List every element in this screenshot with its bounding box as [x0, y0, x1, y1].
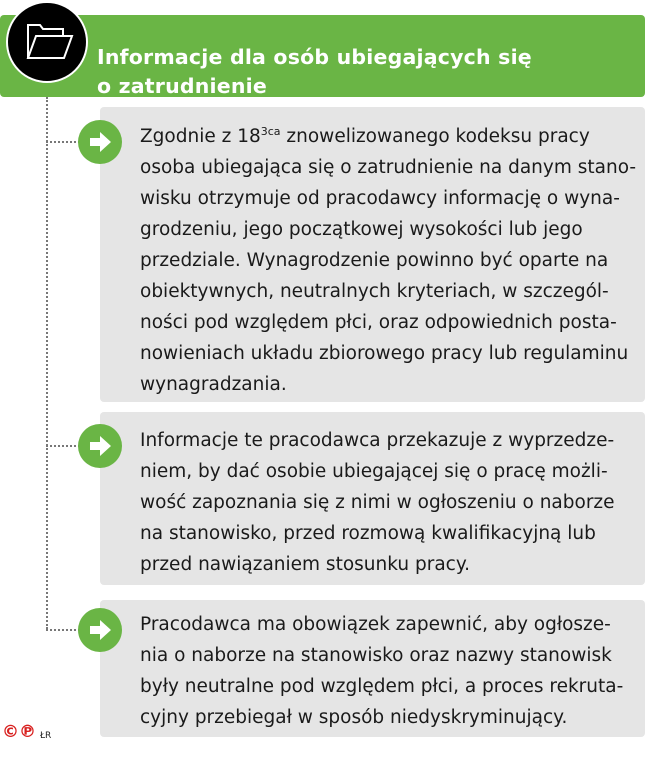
- folder-icon: [8, 3, 86, 81]
- text-line: przedziale. Wynagrodzenie powinno być oparte na: [140, 250, 609, 271]
- publisher-logo: ©℗: [2, 722, 36, 742]
- text-line: grodzeniu, jego początkowej wysokości lub jego: [140, 219, 583, 240]
- text-line: wość zapoznania się z nimi w ogłoszeniu o naborze: [140, 492, 615, 513]
- paragraph-1: [140, 121, 636, 400]
- text-line: cyjny przebiegał w sposób niedyskryminujący.: [140, 707, 568, 728]
- arrow-right-icon: [78, 120, 122, 164]
- text-fragment: Zgodnie z 18: [140, 126, 261, 147]
- paragraph-3: [140, 609, 623, 733]
- text-line: ności pod względem płci, oraz odpowiednich posta-: [140, 312, 617, 333]
- text-line: nowieniach układu zbiorowego pracy lub regulaminu: [140, 343, 629, 364]
- header-banner: [0, 15, 645, 97]
- author-initials: ŁR: [40, 731, 52, 741]
- title-line: Informacje dla osób ubiegających się: [97, 45, 532, 69]
- arrow-right-icon: [78, 608, 122, 652]
- page-title: [97, 43, 532, 101]
- text-line: nia o naborze na stanowisko oraz nazwy stanowisk: [140, 645, 612, 666]
- text-line: niem, by dać osobie ubiegającej się o pracę możli-: [140, 461, 608, 482]
- title-line: o zatrudnienie: [97, 74, 268, 98]
- folder-badge: [6, 1, 88, 83]
- arrow-right-icon: [78, 424, 122, 468]
- text-line: na stanowisko, przed rozmową kwalifikacyjną lub: [140, 523, 596, 544]
- text-line: [140, 121, 636, 152]
- text-line: osoba ubiegająca się o zatrudnienie na danym stano-: [140, 157, 637, 178]
- text-line: Pracodawca ma obowiązek zapewnić, aby ogłosze-: [140, 614, 611, 635]
- superscript: 3ca: [260, 125, 281, 138]
- text-line: wynagradzania.: [140, 374, 287, 395]
- text-line: były neutralne pod względem płci, a proces rekruta-: [140, 676, 624, 697]
- text-line: obiektywnych, neutralnych kryteriach, w szczegól-: [140, 281, 609, 302]
- text-line: przed nawiązaniem stosunku pracy.: [140, 554, 471, 575]
- text-fragment: znowelizowanego kodeksu pracy: [280, 126, 590, 147]
- text-line: Informacje te pracodawca przekazuje z wyprzedze-: [140, 430, 615, 451]
- text-line: wisku otrzymuje od pracodawcy informację o wyna-: [140, 188, 620, 209]
- paragraph-2: [140, 425, 615, 580]
- connector-line: [46, 97, 48, 629]
